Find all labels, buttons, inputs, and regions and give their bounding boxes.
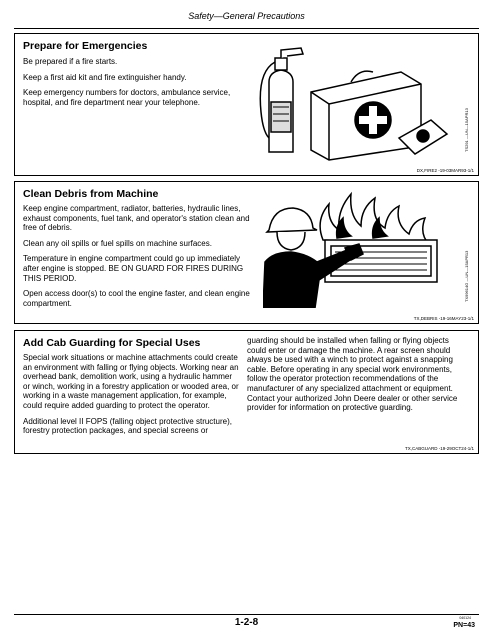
section2-paragraph: Temperature in engine compartment could go up immediately after engine is stopped. BE ON GUARD FOR FIRES DURING THIS PERIOD.	[23, 254, 244, 283]
section2-paragraph: Clean any oil spills or fuel spills on machine surfaces.	[23, 238, 212, 248]
section1-paragraph: Keep emergency numbers for doctors, ambulance service, hospital, and fire department near your telephone.	[23, 88, 231, 107]
section2-paragraph: Keep engine compartment, radiator, batteries, hydraulic lines, exhaust components, fuel tank, and operator's station clean and free of debris.	[23, 204, 250, 233]
section3-title: Add Cab Guarding for Special Uses	[23, 337, 201, 349]
fire-extinguisher-first-aid-illustration	[251, 42, 451, 162]
section3-left-column	[23, 337, 241, 442]
page-header	[14, 10, 479, 29]
section2-text	[23, 188, 251, 314]
section3-paragraph: guarding should be installed when falling or flying objects could enter or damage the machine. A rear screen should always be used with a winch to protect against a snapping cable. Before operating in any special work environments, follow the operator protection recommendations of the manufacturer of any specialized attachment or equipment. Contact your authorized John Deere dealer or other service provider for information on protective guarding.	[247, 336, 458, 413]
section3-right-column	[247, 336, 467, 419]
section-clean-debris	[14, 181, 479, 324]
section2-figure-id: TX99614G —UN—15APR13	[464, 250, 469, 302]
section3-paragraph: Special work situations or machine attachments could create an environment with falling or flying objects. Working near an overhead bank, demolition work, using a hydraulic hammer or winch, working in a forestry application or wooded area, or working in a waste management application, for example, could require added guarding to protect the operator.	[23, 353, 239, 410]
section-prepare-emergencies	[14, 33, 479, 176]
section2-title: Clean Debris from Machine	[23, 188, 159, 200]
section-cab-guarding	[14, 330, 479, 454]
section2-paragraph: Open access door(s) to cool the engine faster, and clean engine compartment.	[23, 289, 250, 308]
page-pn: PN=43	[453, 622, 475, 629]
section1-paragraph: Be prepared if a fire starts.	[23, 57, 118, 66]
section3-paragraph: Additional level II FOPS (falling object protective structure), forestry protection packages, and special screens or	[23, 416, 232, 436]
page-number: 1-2-8	[234, 617, 259, 628]
section1-title: Prepare for Emergencies	[23, 40, 148, 52]
worker-fire-debris-illustration	[263, 190, 453, 308]
section1-text	[23, 40, 251, 113]
header-title: Safety—General Precautions	[188, 11, 305, 21]
section3-reference: TX,CABGUARD -19-29OCT24-1/1	[404, 446, 474, 451]
section1-reference: DX,FIRE2 -19-03MAR93-1/1	[416, 168, 474, 173]
footer-code: 040124	[459, 616, 471, 620]
section1-paragraph: Keep a first aid kit and fire extinguisher handy.	[23, 72, 187, 82]
section1-figure-id: TS291 —UN—15APR13	[464, 108, 469, 152]
footer-divider	[14, 614, 479, 615]
section2-reference: TX,DEBRIS -19-16MAY23-1/1	[413, 316, 474, 321]
